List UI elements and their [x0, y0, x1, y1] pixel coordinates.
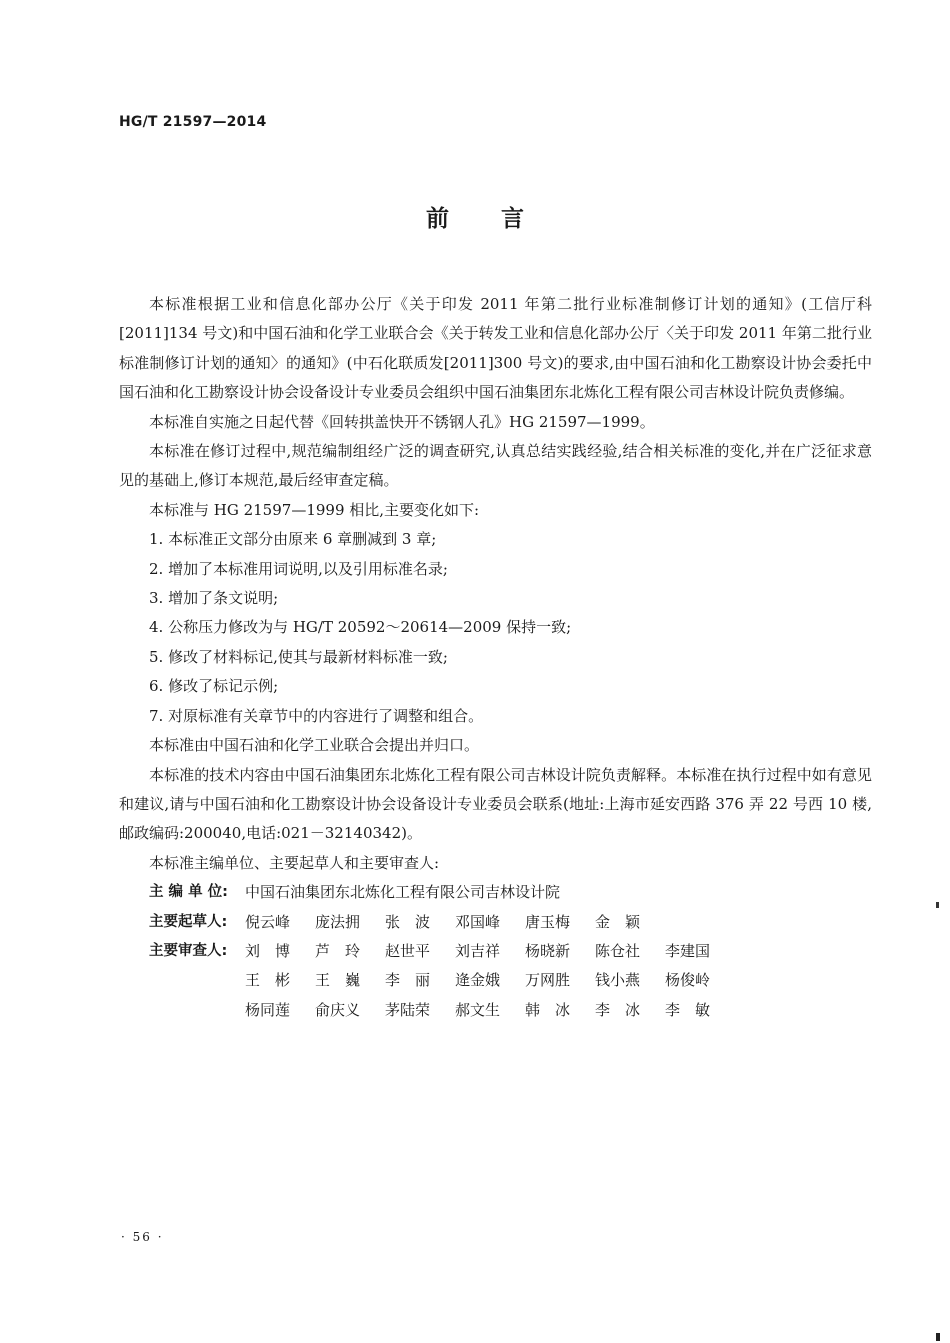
reviewer-name: 李 敏 — [665, 1000, 711, 1019]
reviewer-name: 刘 博 — [245, 941, 291, 960]
change-item: 6. 修改了标记示例; — [149, 677, 279, 696]
reviewers-row-1 — [119, 937, 872, 966]
reviewers-names — [245, 966, 735, 995]
standard-code: HG/T 21597—2014 — [119, 114, 267, 130]
reviewer-name: 俞庆义 — [315, 1000, 361, 1019]
reviewers-row-2 — [119, 966, 872, 995]
drafters-row — [119, 908, 872, 937]
drafter-name: 唐玉梅 — [525, 912, 571, 931]
drafter-name: 金 颖 — [595, 912, 641, 931]
preface-body — [119, 290, 872, 1025]
drafter-name: 邓国峰 — [455, 912, 501, 931]
paragraph-replacement: 本标准自实施之日起代替《回转拱盖快开不锈钢人孔》HG 21597—1999。 — [149, 412, 655, 431]
reviewer-name: 逄金娥 — [455, 971, 501, 990]
reviewer-name: 赵世平 — [385, 941, 431, 960]
drafter-name: 庞法拥 — [315, 912, 361, 931]
reviewers-names — [245, 937, 735, 966]
drafters-label: 主要起草人: — [149, 913, 228, 930]
reviewer-name: 李 冰 — [595, 1000, 641, 1019]
change-item: 5. 修改了材料标记,使其与最新材料标准一致; — [149, 647, 448, 666]
title-char-2: 言 — [501, 206, 524, 232]
chief-unit-row — [119, 878, 872, 907]
reviewer-name: 韩 冰 — [525, 1000, 571, 1019]
drafters-names — [245, 908, 665, 937]
chief-unit-label: 主 编 单 位: — [149, 884, 228, 901]
paragraph-changes-intro: 本标准与 HG 21597—1999 相比,主要变化如下: — [149, 500, 480, 519]
reviewer-name: 芦 玲 — [315, 941, 361, 960]
page-number: · 56 · — [121, 1230, 164, 1244]
reviewer-name: 李建国 — [665, 941, 711, 960]
change-item: 3. 增加了条文说明; — [149, 589, 279, 608]
reviewers-row-3 — [119, 996, 872, 1025]
drafter-name: 倪云峰 — [245, 912, 291, 931]
page-title — [0, 200, 950, 233]
reviewer-name: 钱小燕 — [595, 971, 641, 990]
drafter-name: 张 波 — [385, 912, 431, 931]
reviewer-name: 刘吉祥 — [455, 941, 501, 960]
reviewer-name: 茅陆荣 — [385, 1000, 431, 1019]
change-item: 7. 对原标准有关章节中的内容进行了调整和组合。 — [149, 706, 484, 725]
credits-block — [119, 878, 872, 1025]
reviewer-name: 陈仓社 — [595, 941, 641, 960]
scan-mark — [936, 902, 939, 908]
title-char-1: 前 — [426, 206, 449, 232]
change-item: 2. 增加了本标准用词说明,以及引用标准名录; — [149, 559, 448, 578]
reviewer-name: 王 巍 — [315, 971, 361, 990]
paragraph-interpretation: 本标准的技术内容由中国石油集团东北炼化工程有限公司吉林设计院负责解释。本标准在执行过程中如有意见和建议,请与中国石油和化工勘察设计协会设备设计专业委员会联系(地址:上海市延安西路 376 弄 22 号西 10 楼,邮政编码:200040,电话:021－32140342)。 — [119, 765, 872, 843]
reviewer-name: 李 丽 — [385, 971, 431, 990]
paragraph-credits-intro: 本标准主编单位、主要起草人和主要审查人: — [149, 853, 440, 872]
reviewers-names — [245, 996, 735, 1025]
reviewer-name: 杨俊岭 — [665, 971, 711, 990]
reviewer-name: 郝文生 — [455, 1000, 501, 1019]
change-item: 1. 本标准正文部分由原来 6 章删减到 3 章; — [149, 530, 437, 549]
chief-unit-value: 中国石油集团东北炼化工程有限公司吉林设计院 — [245, 883, 561, 902]
reviewer-name: 王 彬 — [245, 971, 291, 990]
scan-mark — [936, 1333, 940, 1341]
change-item: 4. 公称压力修改为与 HG/T 20592～20614—2009 保持一致; — [149, 618, 572, 637]
paragraph-proposer: 本标准由中国石油和化学工业联合会提出并归口。 — [149, 736, 480, 755]
paragraph-revision-process: 本标准在修订过程中,规范编制组经广泛的调查研究,认真总结实践经验,结合相关标准的变化,并在广泛征求意见的基础上,修订本规范,最后经审查定稿。 — [119, 442, 872, 490]
reviewer-name: 杨同莲 — [245, 1000, 291, 1019]
reviewer-name: 万网胜 — [525, 971, 571, 990]
reviewer-name: 杨晓新 — [525, 941, 571, 960]
paragraph-basis: 本标准根据工业和信息化部办公厅《关于印发 2011 年第二批行业标准制修订计划的通知》(工信厅科[2011]134 号文)和中国石油和化学工业联合会《关于转发工业和信息化部办公厅〈关于印发 2011 年第二批行业标准制修订计划的通知〉的通知》(中石化联质发[2011]300 号文)的要求,由中国石油和化工勘察设计协会委托中国石油和化工勘察设计协会设备设计专业委员会组织中国石油集团东北炼化工程有限公司吉林设计院负责修编。 — [119, 295, 872, 402]
reviewers-label: 主要审查人: — [149, 942, 228, 959]
